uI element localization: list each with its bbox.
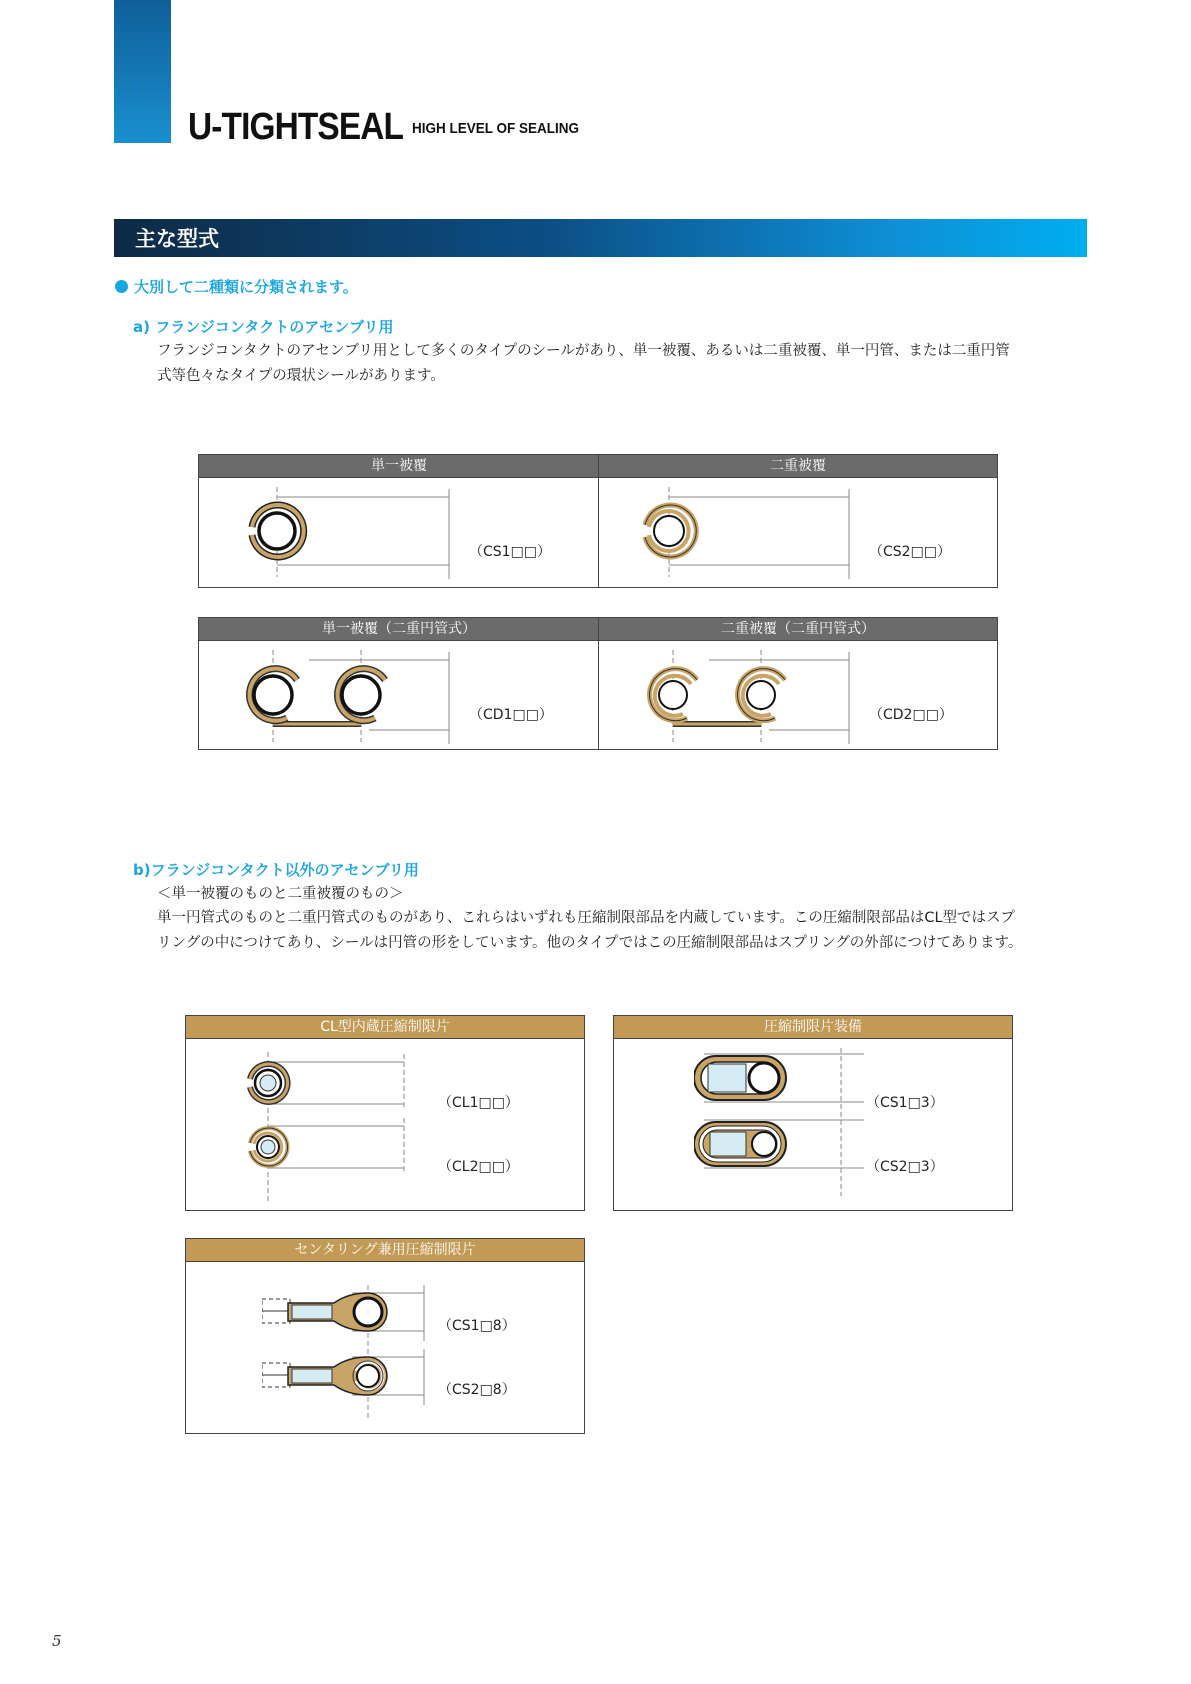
- brand-title: U-TIGHTSEAL: [188, 106, 404, 148]
- cd2-seal-diagram: [639, 642, 889, 750]
- code-cs2-8: （CS2□8）: [438, 1382, 516, 1398]
- section-title: 主な型式: [135, 227, 219, 251]
- table-header-single-tube: 単一被覆（二重円管式）: [199, 618, 599, 640]
- part-b-body-line1: 単一円管式のものと二重円管式のものがあり、これらはいずれも圧縮制限部品を内蔵しています。この圧縮制限部品はCL型ではスプ: [157, 910, 1016, 926]
- cd1-seal-diagram: [239, 642, 489, 750]
- centering-limiter-panel: [185, 1238, 585, 1434]
- part-b-heading: b)フランジコンタクト以外のアセンブリ用: [133, 861, 419, 879]
- part-a-body-line2: 式等色々なタイプの環状シールがあります。: [157, 368, 445, 384]
- cs1-seal-diagram: [239, 479, 479, 587]
- code-cd2: （CD2□□）: [869, 707, 953, 723]
- cs-limiter-seal-diagram: [694, 1046, 894, 1208]
- header-rule: [614, 1038, 1012, 1039]
- panel-header-centering: センタリング兼用圧縮制限片: [186, 1239, 584, 1261]
- code-cs2-3: （CS2□3）: [866, 1159, 944, 1175]
- cl-seal-diagram: [246, 1050, 446, 1210]
- cl-limiter-panel: [185, 1015, 585, 1211]
- table-header-single: 単一被覆: [199, 455, 599, 477]
- header-rule: [186, 1038, 584, 1039]
- cs2-seal-diagram: [639, 479, 879, 587]
- section-bar: [114, 219, 1087, 257]
- header-rule: [186, 1261, 584, 1262]
- centering-seal-diagram: [262, 1277, 462, 1427]
- panel-header-cl: CL型内蔵圧縮制限片: [186, 1016, 584, 1038]
- code-cs2: （CS2□□）: [869, 544, 952, 560]
- code-cl1: （CL1□□）: [438, 1095, 519, 1111]
- code-cs1: （CS1□□）: [469, 544, 552, 560]
- table-header-double: 二重被覆: [599, 455, 997, 477]
- column-divider: [598, 618, 599, 749]
- panel-header-cs: 圧縮制限片装備: [614, 1016, 1012, 1038]
- accent-bar: [114, 0, 171, 143]
- code-cs1-3: （CS1□3）: [866, 1095, 944, 1111]
- part-a-body-line1: フランジコンタクトのアセンブリ用として多くのタイプのシールがあり、単一被覆、あるいは二重被覆、単一円管、または二重円管: [157, 343, 1010, 359]
- column-divider: [598, 455, 599, 587]
- part-b-body-line2: リングの中につけてあり、シールは円管の形をしています。他のタイプではこの圧縮制限部品はスプリングの外部につけてあります。: [157, 935, 1023, 951]
- brand-tagline: HIGH LEVEL OF SEALING: [412, 120, 580, 137]
- cs-limiter-panel: [613, 1015, 1013, 1211]
- intro-bullet-text: 大別して二種類に分類されます。: [134, 278, 358, 296]
- code-cd1: （CD1□□）: [469, 707, 553, 723]
- seal-table-single-double: [198, 454, 998, 588]
- code-cs1-8: （CS1□8）: [438, 1318, 516, 1334]
- part-b-subtitle: ＜単一被覆のものと二重被覆のもの＞: [157, 886, 404, 902]
- bullet-dot: [115, 280, 128, 293]
- part-a-heading: a) フランジコンタクトのアセンブリ用: [133, 318, 394, 336]
- table-header-double-tube: 二重被覆（二重円管式）: [599, 618, 997, 640]
- seal-table-double-tube: [198, 617, 998, 750]
- page-number: 5: [52, 1632, 62, 1650]
- code-cl2: （CL2□□）: [438, 1159, 519, 1175]
